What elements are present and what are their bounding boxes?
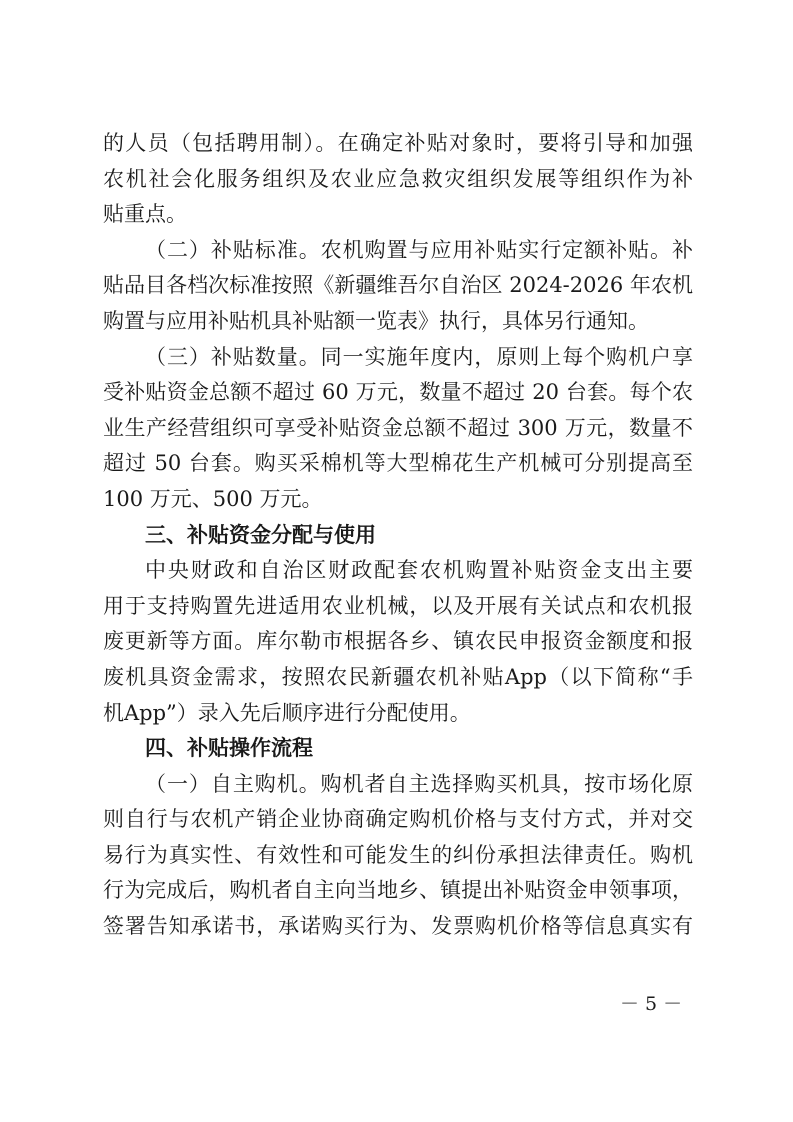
text-line: 贴品目各档次标准按照《新疆维吾尔自治区 2024-2026 年农机	[103, 273, 693, 298]
text-line: 废更新等方面。库尔勒市根据各乡、镇农民申报资金额度和报	[103, 629, 693, 654]
text-line: 100 万元、500 万元。	[103, 486, 323, 511]
text-line: 农机社会化服务组织及农业应急救灾组织发展等组织作为补	[103, 166, 693, 191]
paragraph-subsidy-quantity	[103, 340, 693, 518]
text-line: （二）补贴标准。农机购置与应用补贴实行定额补贴。补	[145, 237, 693, 262]
text-line: 的人员（包括聘用制）。在确定补贴对象时，要将引导和加强	[103, 131, 693, 155]
text-line: （三）补贴数量。同一实施年度内，原则上每个购机户享	[145, 344, 693, 369]
page-number: － 5 －	[620, 993, 683, 1015]
paragraph-fund-allocation	[103, 553, 693, 731]
text-line: 机App”）录入先后顺序进行分配使用。	[103, 700, 471, 725]
text-line: 签署告知承诺书，承诺购买行为、发票购机价格等信息真实有	[103, 914, 693, 939]
text-line: 超过 50 台套。购买采棉机等大型棉花生产机械可分别提高至	[103, 451, 693, 476]
paragraph-self-purchase	[103, 767, 693, 945]
paragraph-subsidy-targets-continued	[103, 126, 693, 233]
paragraph-subsidy-standard	[103, 233, 693, 340]
text-line: 易行为真实性、有效性和可能发生的纠份承担法律责任。购机	[103, 842, 693, 867]
section-heading: 三、补贴资金分配与使用	[145, 522, 376, 547]
text-line: 则自行与农机产销企业协商确定购机价格与支付方式，并对交	[103, 807, 693, 832]
body-text	[103, 126, 693, 945]
text-line: 行为完成后，购机者自主向当地乡、镇提出补贴资金申领事项，	[103, 878, 693, 903]
text-line: （一）自主购机。购机者自主选择购买机具，按市场化原	[145, 771, 693, 796]
text-line: 贴重点。	[103, 202, 187, 227]
text-line: 用于支持购置先进适用农业机械，以及开展有关试点和农机报	[103, 593, 693, 618]
section-heading: 四、补贴操作流程	[145, 736, 313, 761]
text-line: 废机具资金需求，按照农民新疆农机补贴App（以下简称“手	[103, 664, 693, 689]
text-line: 受补贴资金总额不超过 60 万元，数量不超过 20 台套。每个农	[103, 380, 693, 405]
section-heading-fund-allocation	[103, 518, 693, 554]
text-line: 购置与应用补贴机具补贴额一览表》执行，具体另行通知。	[103, 308, 649, 333]
section-heading-operation-process	[103, 731, 693, 767]
text-line: 业生产经营组织可享受补贴资金总额不超过 300 万元，数量不	[103, 415, 693, 440]
text-line: 中央财政和自治区财政配套农机购置补贴资金支出主要	[145, 558, 693, 583]
